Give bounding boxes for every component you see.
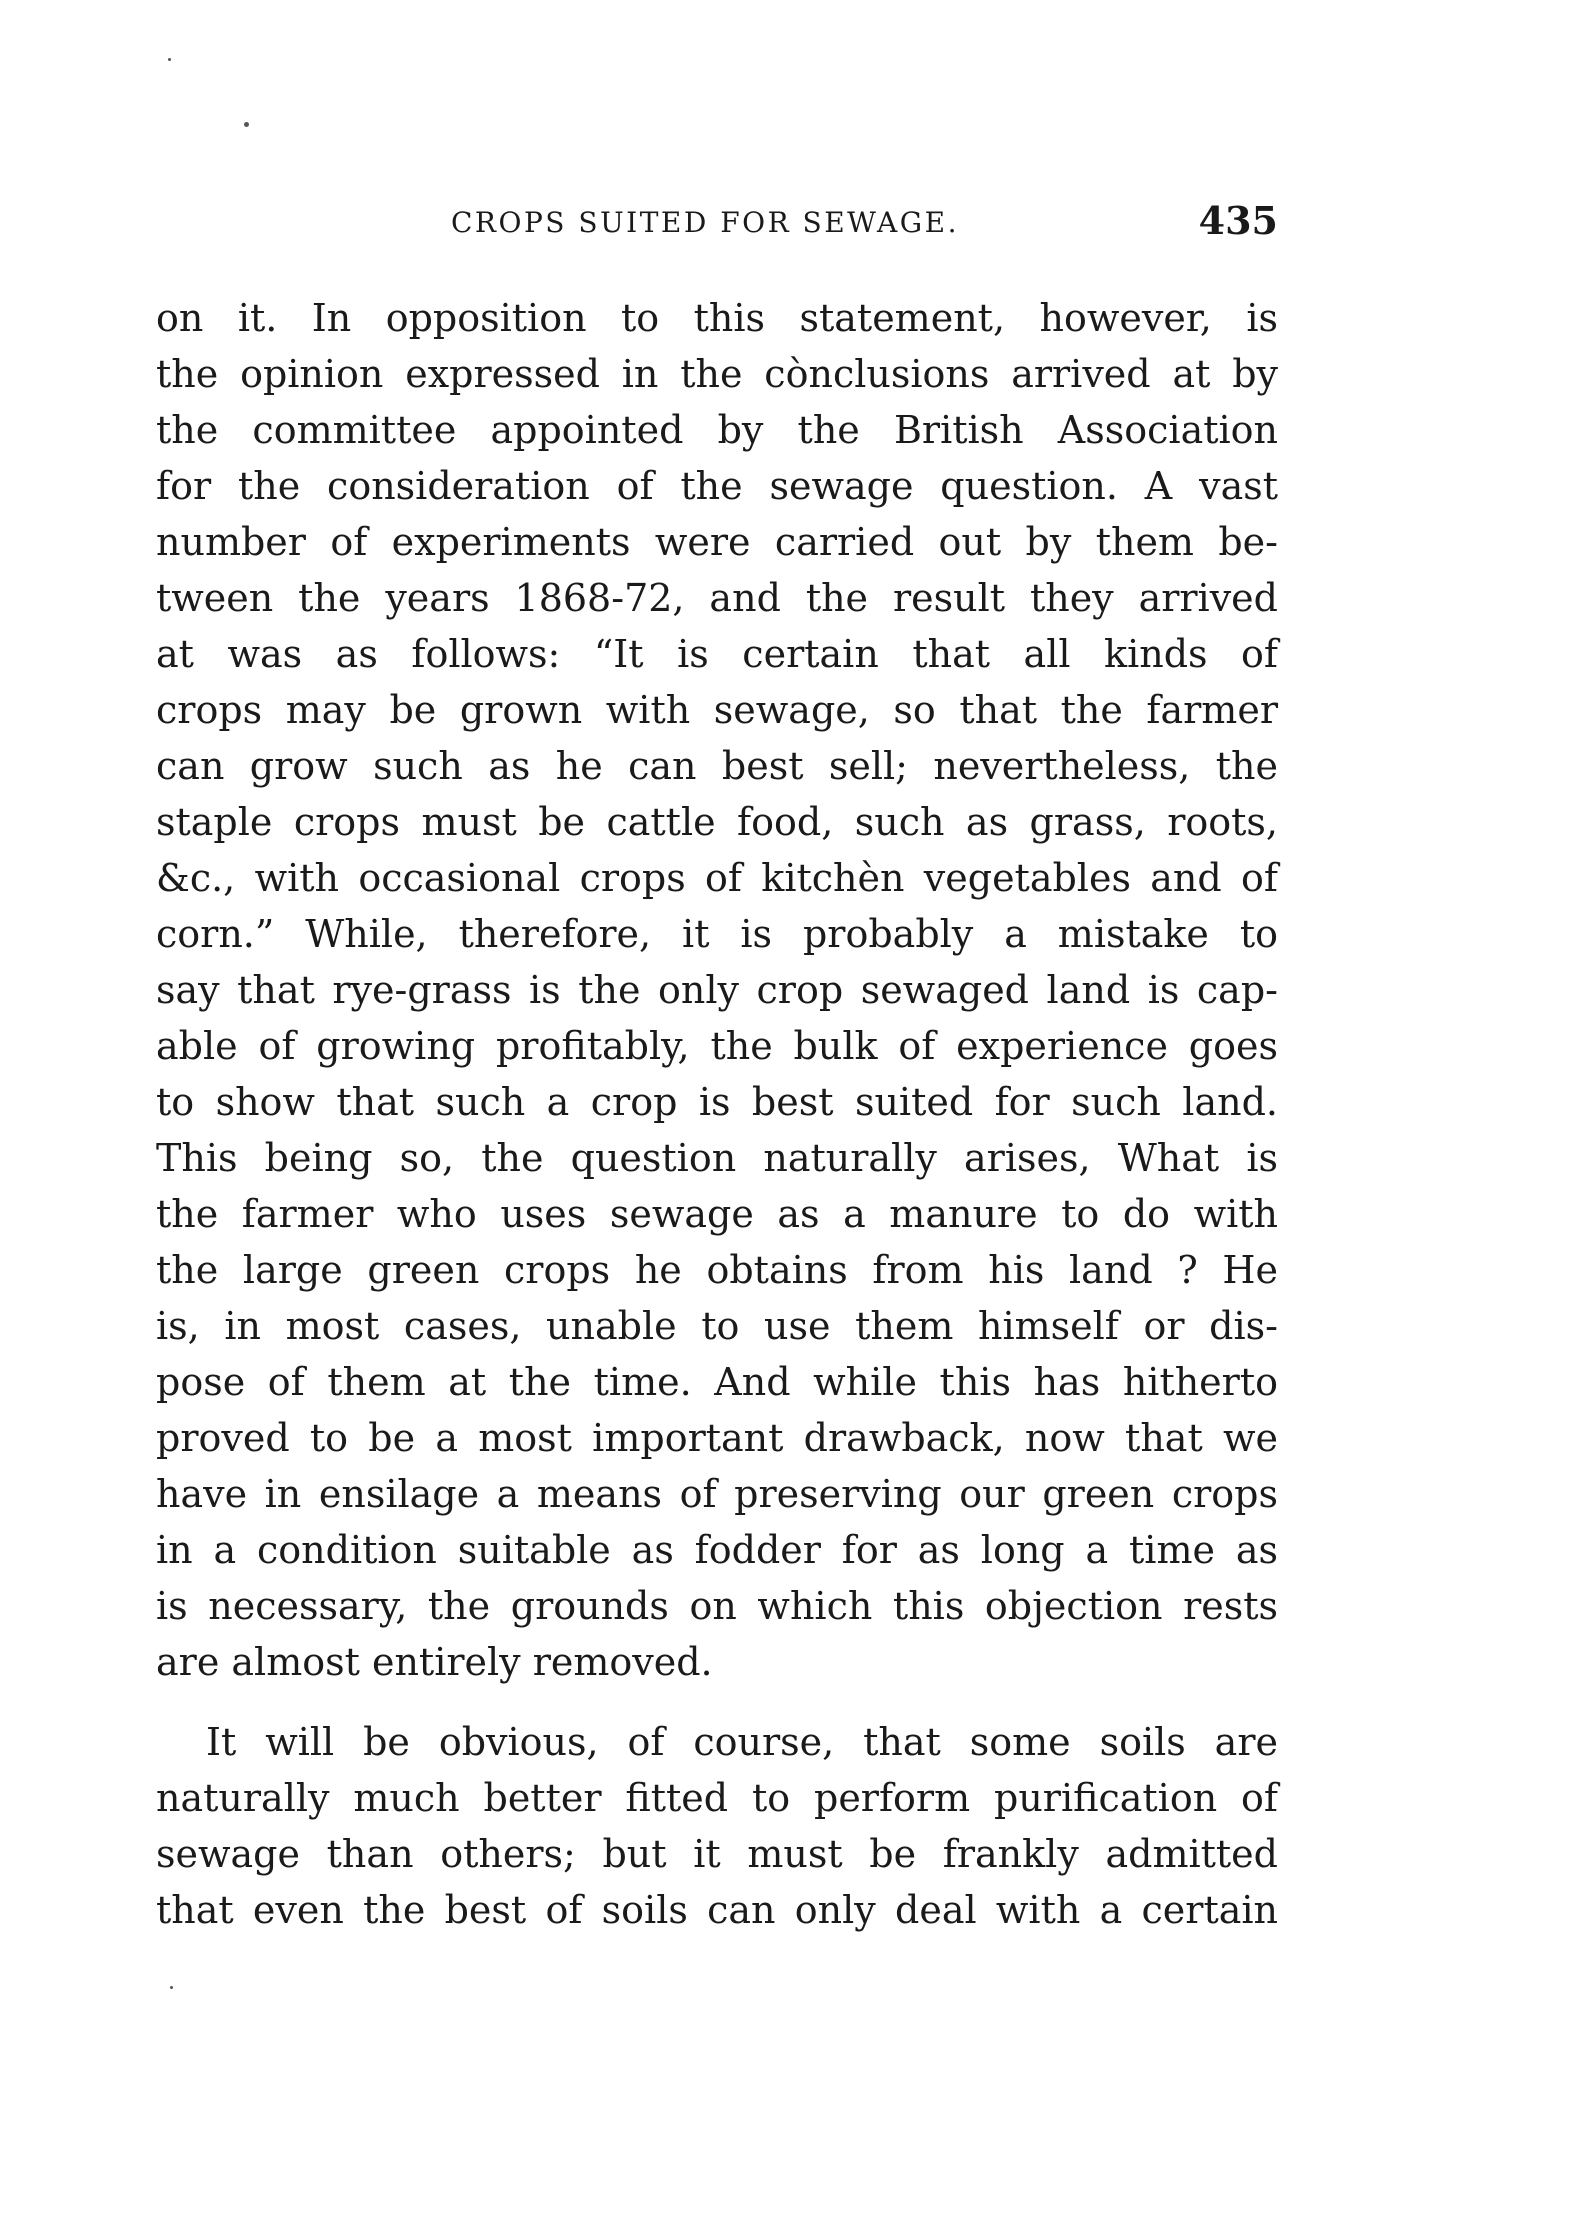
text-line: are almost entirely removed. bbox=[156, 1640, 713, 1684]
text-line: the committee appointed by the British Association bbox=[156, 408, 1278, 452]
text-line: for the consideration of the sewage question. A vast bbox=[156, 464, 1278, 508]
text-line: in a condition suitable as fodder for as long a time as bbox=[156, 1528, 1278, 1572]
text-line: the opinion expressed in the cònclusions arrived at by bbox=[156, 352, 1278, 396]
paragraph bbox=[156, 290, 1278, 1690]
text-line: tween the years 1868-72, and the result they arrived bbox=[156, 576, 1278, 620]
text-line: corn.” While, therefore, it is probably a mistake to bbox=[156, 912, 1278, 956]
text-line: on it. In opposition to this statement, however, is bbox=[156, 296, 1278, 340]
scan-speck bbox=[244, 122, 249, 127]
body-text bbox=[156, 290, 1278, 1938]
text-line: the large green crops he obtains from his land ? He bbox=[156, 1248, 1278, 1292]
text-line: at was as follows: “It is certain that all kinds of bbox=[156, 632, 1278, 676]
running-title: CROPS SUITED FOR SEWAGE. bbox=[451, 206, 959, 239]
text-line: crops may be grown with sewage, so that the farmer bbox=[156, 688, 1278, 732]
text-line: to show that such a crop is best suited for such land. bbox=[156, 1080, 1278, 1124]
text-line: sewage than others; but it must be frankly admitted bbox=[156, 1832, 1278, 1876]
running-head bbox=[156, 198, 1278, 258]
text-line: It will be obvious, of course, that some soils are bbox=[206, 1720, 1278, 1764]
text-line: is necessary, the grounds on which this objection rests bbox=[156, 1584, 1278, 1628]
text-line: This being so, the question naturally arises, What is bbox=[156, 1136, 1278, 1180]
text-line: that even the best of soils can only deal with a certain bbox=[156, 1888, 1278, 1932]
text-line: pose of them at the time. And while this has hitherto bbox=[156, 1360, 1278, 1404]
text-line: can grow such as he can best sell; nevertheless, the bbox=[156, 744, 1278, 788]
text-line: is, in most cases, unable to use them himself or dis- bbox=[156, 1304, 1278, 1348]
text-line: have in ensilage a means of preserving our green crops bbox=[156, 1472, 1278, 1516]
paragraph-spacer bbox=[156, 1690, 1278, 1714]
text-line: number of experiments were carried out by them be- bbox=[156, 520, 1278, 564]
text-line: naturally much better fitted to perform purification of bbox=[156, 1776, 1278, 1820]
paragraph bbox=[156, 1714, 1278, 1938]
scan-speck bbox=[168, 58, 171, 61]
text-line: staple crops must be cattle food, such as grass, roots, bbox=[156, 800, 1278, 844]
text-line: &c., with occasional crops of kitchèn vegetables and of bbox=[156, 856, 1278, 900]
text-line: able of growing profitably, the bulk of experience goes bbox=[156, 1024, 1278, 1068]
scan-speck bbox=[170, 1986, 173, 1989]
text-line: say that rye-grass is the only crop sewaged land is cap- bbox=[156, 968, 1278, 1012]
text-line: the farmer who uses sewage as a manure to do with bbox=[156, 1192, 1278, 1236]
page-number: 435 bbox=[1198, 198, 1278, 243]
text-line: proved to be a most important drawback, now that we bbox=[156, 1416, 1278, 1460]
